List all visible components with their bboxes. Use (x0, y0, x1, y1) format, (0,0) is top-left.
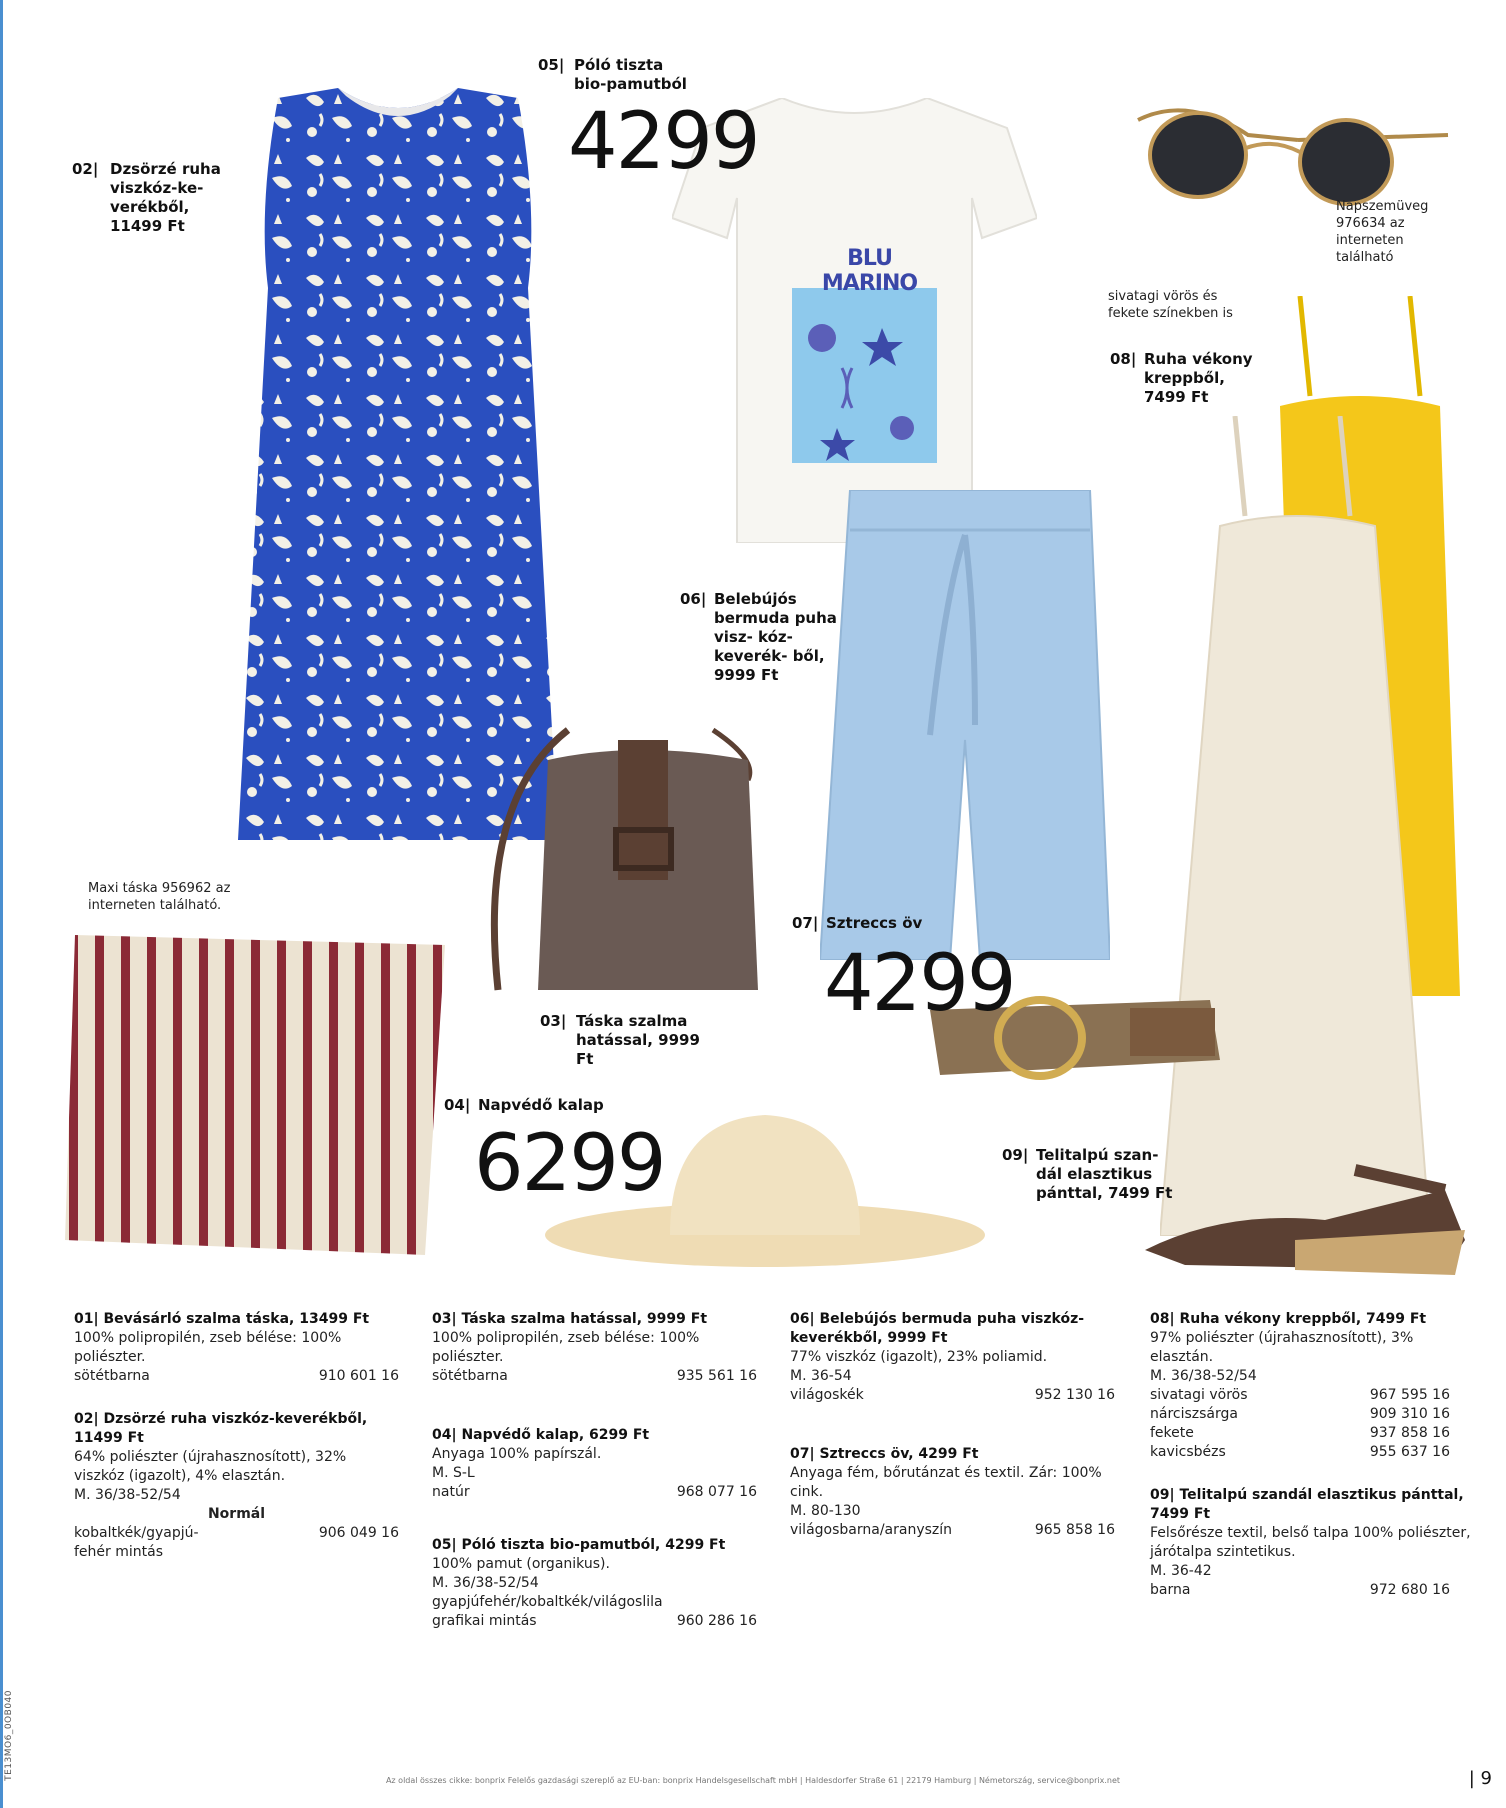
variant-color: natúr (432, 1484, 470, 1500)
callout-number: 08| (1110, 350, 1137, 368)
callout-number: 09| (1002, 1146, 1029, 1164)
variant-row (1150, 1443, 1450, 1462)
callout-number: 06| (680, 590, 707, 608)
sunglasses-image (1128, 100, 1458, 210)
variant-color: sötétbarna (74, 1368, 150, 1384)
variant-code: 952 130 16 (1034, 1387, 1115, 1403)
variant-color: világoskék (790, 1387, 864, 1403)
variant-code: 960 286 16 (676, 1613, 757, 1629)
spec-column-3 (790, 1310, 1115, 1564)
note-colors-08: sivatagi vörös és fekete színekben is (1108, 289, 1233, 321)
spec-line: Anyaga 100% papírszál. (432, 1446, 602, 1462)
spec-08 (1150, 1310, 1475, 1462)
spec-line: 100% pamut (organikus). (432, 1556, 610, 1572)
variant-code: 909 310 16 (1369, 1406, 1450, 1422)
callout-text: Ruha vékony kreppből, 7499 Ft (1144, 350, 1253, 406)
variant-row (74, 1367, 399, 1386)
spec-line: 100% polipropilén, zseb bélése: 100% poliészter. (432, 1330, 700, 1365)
callout-number: 02| (72, 160, 99, 178)
straw-handbag-image (458, 720, 798, 1000)
spec-line: Felsőrésze textil, belső talpa 100% poliészter, járótalpa szintetikus. (1150, 1525, 1471, 1560)
page-edge-line (0, 0, 3, 1808)
variant-row (790, 1386, 1115, 1405)
callout-03 (540, 1012, 720, 1069)
variant-row (432, 1593, 757, 1631)
callout-text: Póló tiszta bio-pamutból (574, 56, 687, 93)
legal-footer: Az oldal összes cikke: bonprix Felelős gazdasági szereplő az EU-ban: bonprix Handelsgesellschaft mbH | Haldesdorfer Straße 61 | 22179 Hamburg | Németország, service@bonprix.net (385, 1776, 1121, 1785)
spec-title: 08| Ruha vékony kreppből, 7499 Ft (1150, 1311, 1427, 1327)
price-07: 4299 (824, 939, 1015, 1029)
variant-color: világosbarna/aranyszín (790, 1522, 953, 1538)
variant-row (74, 1524, 399, 1562)
variant-row (1150, 1386, 1450, 1405)
variant-color: sivatagi vörös (1150, 1387, 1248, 1403)
variant-code: 972 680 16 (1369, 1582, 1450, 1598)
callout-number: 04| (444, 1096, 471, 1114)
callout-number: 07| (792, 914, 819, 932)
spec-line: M. 36/38-52/54 (74, 1487, 181, 1503)
variant-code: 967 595 16 (1369, 1387, 1450, 1403)
spec-line: M. 36-42 (1150, 1563, 1212, 1579)
callout-06 (680, 590, 840, 685)
callout-05 (538, 56, 698, 94)
variant-row (432, 1367, 757, 1386)
callout-09 (1002, 1146, 1182, 1203)
spec-line: 64% poliészter (újrahasznosított), 32% viszkóz (igazolt), 4% elasztán. (74, 1449, 347, 1484)
variant-row (1150, 1405, 1450, 1424)
variant-row (432, 1483, 757, 1502)
variant-color: fekete (1150, 1425, 1194, 1441)
callout-number: 03| (540, 1012, 567, 1030)
spec-line: Anyaga fém, bőrutánzat és textil. Zár: 100% cink. (790, 1465, 1102, 1500)
callout-08 (1110, 350, 1260, 407)
wedge-sandal-image (1145, 1130, 1475, 1280)
spec-title: 02| Dzsörzé ruha viszkóz-keverékből, 11499 Ft (74, 1411, 368, 1446)
variant-row (1150, 1581, 1450, 1600)
variant-color: nárciszsárga (1150, 1406, 1238, 1422)
spec-line: 97% poliészter (újrahasznosított), 3% elasztán. (1150, 1330, 1414, 1365)
spec-title: 04| Napvédő kalap, 6299 Ft (432, 1427, 650, 1443)
spec-column-4 (1150, 1310, 1475, 1624)
variant-code: 906 049 16 (318, 1525, 399, 1541)
spec-04 (432, 1426, 757, 1502)
side-code: TE13MO6_0OB040 (4, 1690, 14, 1781)
variant-code: 937 858 16 (1369, 1425, 1450, 1441)
variant-color: barna (1150, 1582, 1191, 1598)
page-number: | 9 (1468, 1768, 1492, 1789)
spec-subhead: Normál (207, 1506, 266, 1522)
spec-01 (74, 1310, 399, 1386)
tshirt-print-text: BLU MARINO (821, 246, 918, 296)
spec-07 (790, 1445, 1115, 1540)
spec-line: M. 36/38-52/54 (432, 1575, 539, 1591)
spec-line: M. S-L (432, 1465, 475, 1481)
striped-tote-image (65, 925, 455, 1255)
spec-09 (1150, 1486, 1475, 1600)
spec-line: 77% viszkóz (igazolt), 23% poliamid. (790, 1349, 1048, 1365)
spec-column-2 (432, 1310, 757, 1655)
spec-line: M. 36-54 (790, 1368, 852, 1384)
variant-code: 965 858 16 (1034, 1522, 1115, 1538)
spec-05 (432, 1536, 757, 1631)
callout-07 (792, 914, 992, 933)
note-maxi-bag: Maxi táska 956962 az interneten található. (88, 881, 231, 913)
variant-color: kobaltkék/gyapjú-fehér mintás (74, 1525, 199, 1560)
bermuda-shorts-image (820, 490, 1110, 960)
price-04: 6299 (474, 1119, 665, 1209)
variant-code: 910 601 16 (318, 1368, 399, 1384)
callout-text: Táska szalma hatással, 9999 Ft (576, 1012, 700, 1068)
callout-02 (72, 160, 242, 236)
callout-text: Napvédő kalap (478, 1096, 604, 1114)
variant-row (790, 1521, 1115, 1540)
cream-dress-image (1160, 416, 1430, 1236)
spec-title: 05| Póló tiszta bio-pamutból, 4299 Ft (432, 1537, 726, 1553)
variant-color: sötétbarna (432, 1368, 508, 1384)
spec-line: M. 80-130 (790, 1503, 861, 1519)
spec-03 (432, 1310, 757, 1386)
callout-text: Telitalpú szan- dál elasztikus pánttal, 7499 Ft (1036, 1146, 1173, 1202)
variant-code: 968 077 16 (676, 1484, 757, 1500)
callout-text: Belebújós bermuda puha visz- kóz-keverék- ből, 9999 Ft (714, 590, 837, 684)
callout-text: Sztreccs öv (826, 914, 923, 932)
spec-02 (74, 1410, 399, 1562)
spec-title: 09| Telitalpú szandál elasztikus pánttal, 7499 Ft (1150, 1487, 1464, 1522)
spec-column-1 (74, 1310, 399, 1586)
spec-line: 100% polipropilén, zseb bélése: 100% poliészter. (74, 1330, 342, 1365)
callout-04 (444, 1096, 664, 1115)
variant-code: 955 637 16 (1369, 1444, 1450, 1460)
spec-line: M. 36/38-52/54 (1150, 1368, 1257, 1384)
variant-code: 935 561 16 (676, 1368, 757, 1384)
spec-title: 06| Belebújós bermuda puha viszkóz-keverékből, 9999 Ft (790, 1311, 1085, 1346)
callout-number: 05| (538, 56, 565, 74)
callout-text: Dzsörzé ruha viszkóz-ke- verékből, 11499 Ft (110, 160, 221, 235)
price-05: 4299 (568, 97, 759, 187)
spec-title: 03| Táska szalma hatással, 9999 Ft (432, 1311, 708, 1327)
variant-row (1150, 1424, 1450, 1443)
spec-title: 01| Bevásárló szalma táska, 13499 Ft (74, 1311, 370, 1327)
note-sunglasses: Napszemüveg 976634 az interneten található (1336, 199, 1429, 265)
variant-color: kavicsbézs (1150, 1444, 1226, 1460)
variant-color: gyapjúfehér/kobaltkék/világoslila grafikai mintás (432, 1594, 663, 1629)
spec-title: 07| Sztreccs öv, 4299 Ft (790, 1446, 979, 1462)
spec-06 (790, 1310, 1115, 1405)
